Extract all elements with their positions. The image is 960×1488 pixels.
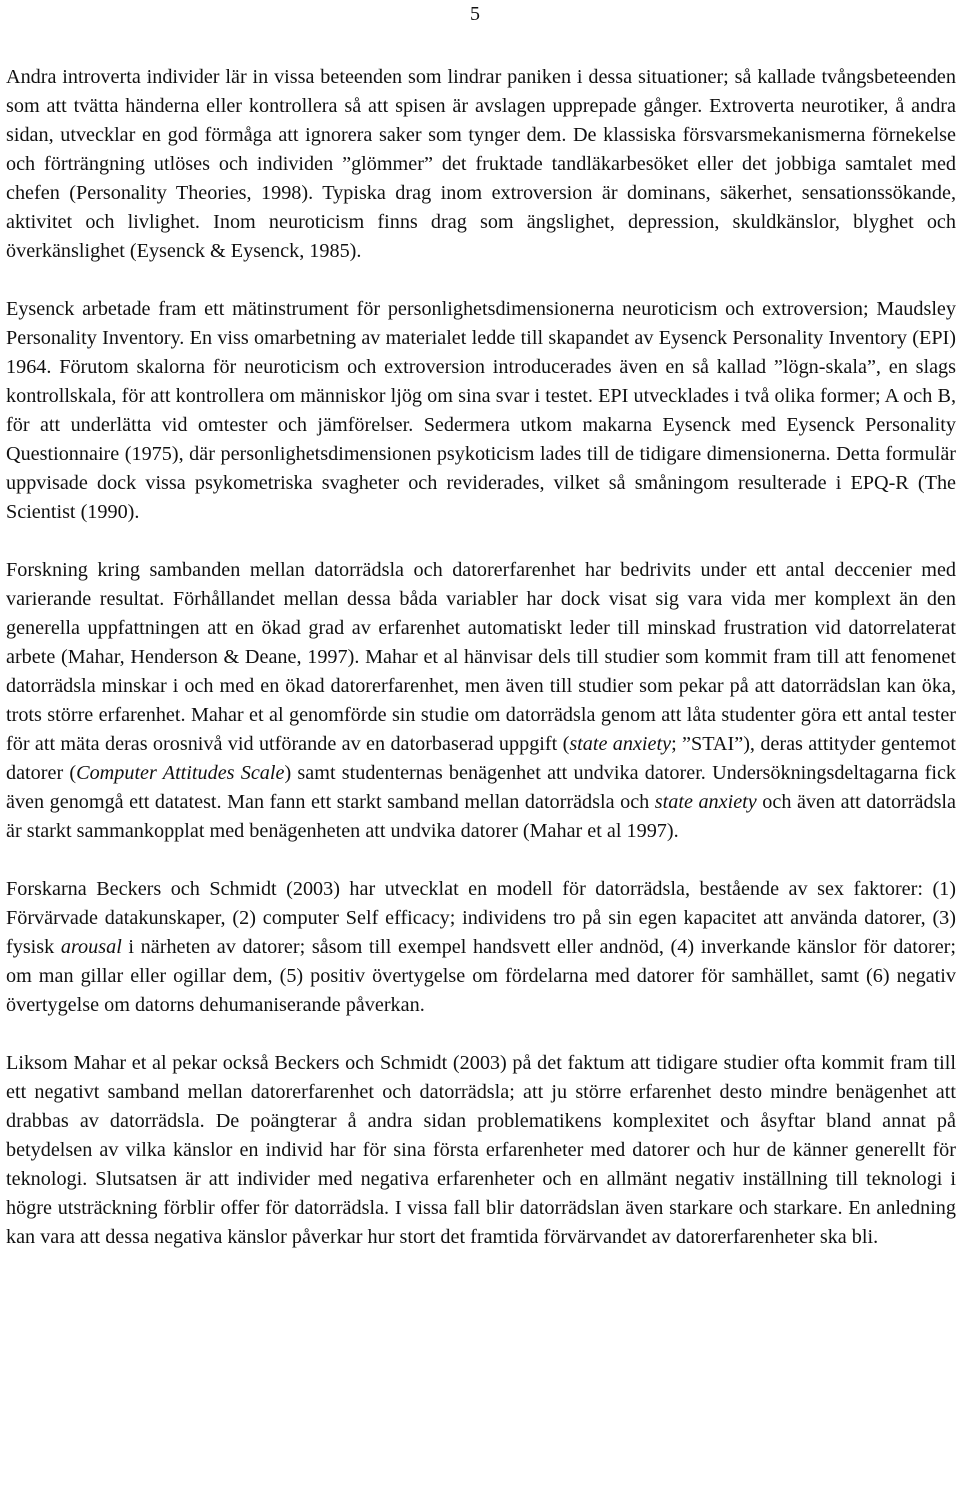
text-segment: Eysenck arbetade fram ett mätinstrument för personlighetsdimensionerna neuroticism och extroversion; Maudsley Personality Inventory. En viss omarbetning av materialet ledde till skapandet av Eysenck Personality Inventory (EPI) 1964. Förutom skalorna för neuroticism och extroversion introducerades även en så kallad ”lögn-skala”, en slags kontrollskala, för att kontrollera om människor ljög om sina svar i testet. EPI utvecklades i två olika former; A och B, för att underlätta vid omtester och jämförelser. Sedermera utkom makarna Eysenck med Eysenck Personality Questionnaire (1975), där personlighetsdimensionen psykoticism lades till de tidigare dimensionerna. Detta formulär uppvisade dock vissa psykometriska svagheter och reviderades, vilket så småningom resulterade i EPQ-R (The Scientist (1990). (6, 298, 956, 523)
paragraph-introverts (6, 63, 956, 266)
italic-term: state anxiety (654, 791, 757, 813)
paragraph-computer-anxiety-research (6, 556, 956, 846)
paragraph-eysenck-inventory (6, 295, 956, 527)
text-segment: Forskarna Beckers och Schmidt (2003) har utvecklat en modell för datorrädsla, bestående av sex faktorer: (1) Förvärvade datakunskaper, (2) computer Self efficacy; individens tro på sin egen kapacitet att använda datorer, (3) fysisk (6, 878, 956, 958)
italic-term: state anxiety (569, 733, 672, 755)
text-segment: ; ”STAI”), deras attityder gentemot datorer ( (6, 733, 956, 784)
italic-term: Computer Attitudes Scale (76, 762, 285, 784)
paragraph-beckers-schmidt-model (6, 875, 956, 1020)
page-number: 5 (470, 3, 480, 25)
text-segment: i närheten av datorer; såsom till exempel handsvett eller andnöd, (4) inverkande känslor för datorer; om man gillar eller ogillar dem, (5) positiv övertygelse om fördelarna med datorer för samhället, samt (6) negativ övertygelse om datorns dehumaniserande påverkan. (6, 936, 957, 1016)
text-segment: ) samt studenternas benägenhet att undvika datorer. Undersökningsdeltagarna fick även genomgå ett datatest. Man fann ett starkt samband mellan datorrädsla och (6, 762, 957, 813)
text-segment: och även att datorrädsla är starkt sammankopplat med benägenheten att undvika datorer (Mahar et al 1997). (6, 791, 956, 842)
paragraph-conclusion (6, 1049, 956, 1252)
text-segment: Forskning kring sambanden mellan datorrädsla och datorerfarenhet har bedrivits under ett antal deccenier med varierande resultat. Förhållandet mellan dessa båda variabler har dock visat sig vara vida mer komplext än den generella uppfattningen att en ökad grad av erfarenhet automatiskt leder till minskad frustration vid datorrelaterat arbete (Mahar, Henderson & Deane, 1997). Mahar et al hänvisar dels till studier som kommit fram till att fenomenet datorrädsla minskar i och med en ökad datorerfarenhet, men även till studier som pekar på att datorrädslan kan öka, trots större erfarenhet. Mahar et al genomförde sin studie om datorrädsla genom att låta studenter göra ett antal tester för att mäta deras orosnivå vid utförande av en datorbaserad uppgift ( (6, 559, 956, 755)
document-body (6, 63, 956, 1252)
text-segment: Andra introverta individer lär in vissa beteenden som lindrar paniken i dessa situationer; så kallade tvångsbeteenden som att tvätta händerna eller kontrollera så att spisen är avslagen upprepade gånger. Extroverta neurotiker, å andra sidan, utvecklar en god förmåga att ignorera saker som tynger dem. De klassiska försvarsmekanismerna förnekelse och förträngning utlöses och individen ”glömmer” det fruktade tandläkarbesöket eller det jobbiga samtalet med chefen (Personality Theories, 1998). Typiska drag inom extroversion är dominans, säkerhet, sensationssökande, aktivitet och livlighet. Inom neuroticism finns drag som ängslighet, depression, skuldkänslor, blyghet och överkänslighet (Eysenck & Eysenck, 1985). (6, 66, 956, 262)
italic-term: arousal (60, 936, 122, 958)
text-segment: Liksom Mahar et al pekar också Beckers och Schmidt (2003) på det faktum att tidigare studier ofta kommit fram till ett negativt samband mellan datorerfarenhet och datorrädsla; att ju större erfarenhet desto mindre benägenhet att drabbas av datorrädsla. De poängterar å andra sidan problematikens komplexitet och åsyftar bland annat på betydelsen av vilka känslor en individ har för sina första erfarenheter med datorer och hur de känner generellt för teknologi. Slutsatsen är att individer med negativa erfarenheter och en allmänt negativ inställning till teknologi i högre utsträckning förblir offer för datorrädsla. I vissa fall blir datorrädslan även starkare och starkare. En anledning kan vara att dessa negativa känslor påverkar hur stort det framtida förvärvandet av datorerfarenheter ska bli. (6, 1052, 956, 1248)
